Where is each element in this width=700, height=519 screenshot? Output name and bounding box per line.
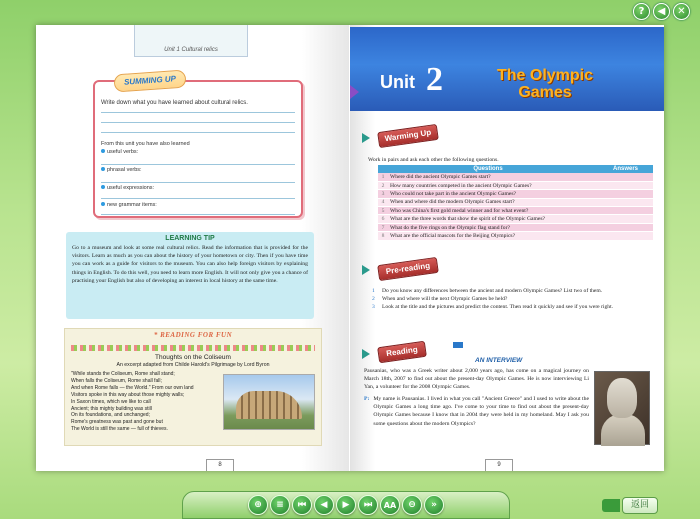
table-row: 1 Where did the ancient Olympic Games start? (378, 173, 653, 181)
warming-up-intro: Work in pairs and ask each other the following questions. (368, 157, 499, 163)
back-button[interactable]: 返回 (622, 497, 658, 514)
first-page-icon[interactable]: ⏮ (292, 495, 312, 515)
write-line[interactable] (101, 198, 295, 199)
warming-up-title: Warming Up (377, 124, 439, 148)
table-row: 6 What are the three words that show the spirit of the Olympic Games? (378, 215, 653, 223)
learning-tip-box (66, 232, 314, 319)
poem-line: And when Rome falls — the World." From our own land (71, 384, 194, 391)
learned-item: useful verbs: (101, 149, 138, 155)
learned-item: phrasal verbs: (101, 167, 142, 173)
summing-up-title: SUMMING UP (113, 70, 186, 93)
write-line[interactable] (101, 122, 295, 123)
flower-border (71, 345, 315, 351)
poem-line: In Saxon times, which we like to call (71, 398, 151, 405)
contents-icon[interactable]: ≡ (270, 495, 290, 515)
prev-page-icon[interactable]: ◀ (314, 495, 334, 515)
question-text: What are the official mascots for the Beijing Olympics? (388, 232, 598, 240)
answer-cell[interactable] (598, 207, 653, 215)
question-text: Where did the ancient Olympic Games start? (388, 173, 598, 181)
poem-line: Visitors spoke in this way about those mighty walls; (71, 391, 185, 398)
questions-table (378, 165, 653, 241)
list-item: 3 Look at the title and the pictures and predict the content. Then read it quickly and see if you were right. (372, 304, 614, 310)
write-line[interactable] (101, 164, 295, 165)
table-row: 7 What do the five rings on the Olympic flag stand for? (378, 223, 653, 231)
section-arrow-icon (362, 349, 370, 359)
top-toolbar (633, 3, 690, 20)
section-arrow-icon (362, 265, 370, 275)
col-questions: Questions (378, 165, 598, 173)
font-size-icon[interactable]: AA (380, 495, 400, 515)
page-number-right: 9 (485, 459, 513, 471)
answer-cell[interactable] (598, 215, 653, 223)
pre-reading-list (372, 287, 652, 311)
question-text: Who could not take part in the ancient Olympic Games? (388, 190, 598, 198)
bottom-toolbar (182, 491, 510, 519)
answer-cell[interactable] (598, 181, 653, 189)
table-row: 8 What are the official mascots for the Beijing Olympics? (378, 232, 653, 240)
reading-for-fun-title: * READING FOR FUN (153, 331, 233, 339)
play-icon[interactable]: ▶ (336, 495, 356, 515)
reading-heading: AN INTERVIEW (475, 357, 523, 364)
reading-text (364, 367, 589, 428)
zoom-out-icon[interactable]: ⊖ (402, 495, 422, 515)
answer-cell[interactable] (598, 198, 653, 206)
poem-line: "While stands the Coliseum, Rome shall stand; (71, 371, 175, 377)
right-page (350, 25, 664, 471)
unit-label: Unit (380, 72, 415, 92)
poem-title: Thoughts on the Coliseum (155, 354, 231, 361)
poem-line: When falls the Coliseum, Rome shall fall; (71, 377, 162, 384)
summing-up-box (93, 74, 303, 218)
unit-banner (350, 27, 664, 111)
table-row: 5 Who was China's first gold medal winner and for what event? (378, 207, 653, 215)
poem-text (71, 371, 221, 433)
learned-intro: From this unit you have also learned (101, 141, 190, 147)
reading-dialogue (364, 395, 589, 427)
table-row: 4 When and where did the modern Olympic Games start? (378, 198, 653, 206)
image-caption: Unit 1 Cultural relics (164, 47, 218, 53)
learning-tip-body: Go to a museum and look at some real cultural relics. Read the information that is provided for the visitors. Learn as much as you can about the history of your hometown or city. Then if you have time you can work as a guide for visitors to the museum. You can also help foreign visitors by explaining things in English. To do this well, you need to learn more English. It will not only give you a chance of practising your English but also of developing an interest in local history at the same time. (72, 245, 308, 284)
list-item: 2 When and where will the next Olympic Games be held? (372, 296, 508, 302)
summing-up-prompt: Write down what you have learned about cultural relics. (101, 100, 248, 106)
reading-for-fun-box (64, 328, 322, 446)
question-text: How many countries competed in the ancient Olympic Games? (388, 181, 598, 189)
reading-paragraph: My name is Pausanias. I lived in what you call "Ancient Greece" and I used to write about the Olympic Games a long time ago. I've come to your time to find out about the present-day Olympic Games because I know that in 2004 they were held in my homeland. May I ask you some questions about the modern Olympics? (373, 396, 589, 427)
poem-subtitle: An excerpt adapted from Childe Harold's Pilgrimage by Lord Byron (116, 362, 270, 368)
answer-cell[interactable] (598, 223, 653, 231)
table-row: 3 Who could not take part in the ancient Olympic Games? (378, 190, 653, 198)
poem-line: On its foundations, and unchanged; (71, 412, 150, 419)
back-tab (602, 499, 620, 512)
banner-arrow (350, 85, 359, 99)
forward-icon[interactable]: » (424, 495, 444, 515)
write-line[interactable] (101, 214, 295, 215)
question-text: Who was China's first gold medal winner and for what event? (388, 207, 598, 215)
poem-line: Rome's greatness was past and gone but (71, 419, 163, 426)
table-row: 2 How many countries competed in the ancient Olympic Games? (378, 181, 653, 189)
unit-number: 2 (426, 61, 443, 98)
help-icon[interactable]: ? (633, 3, 650, 20)
question-text: When and where did the modern Olympic Games start? (388, 198, 598, 206)
answer-cell[interactable] (598, 232, 653, 240)
close-icon[interactable]: ✕ (673, 3, 690, 20)
question-text: What do the five rings on the Olympic flag stand for? (388, 223, 598, 231)
audio-icon[interactable] (452, 341, 464, 349)
write-line[interactable] (101, 132, 295, 133)
answer-cell[interactable] (598, 190, 653, 198)
section-arrow-icon (362, 133, 370, 143)
learned-item: useful expressions: (101, 185, 154, 191)
zoom-in-icon[interactable]: ⊕ (248, 495, 268, 515)
col-answers: Answers (598, 165, 653, 173)
question-text: What are the three words that show the spirit of the Olympic Games? (388, 215, 598, 223)
reading-paragraph: Pausanias, who was a Greek writer about 2,000 years ago, has come on a magical journey on March 18th, 2007 to find out about the present-day Olympic Games. He is now interviewing Li Yan, a volunteer for the 2008 Olympic Games. (364, 368, 589, 391)
coliseum-image (223, 374, 315, 430)
pre-reading-title: Pre-reading (377, 257, 439, 281)
last-page-icon[interactable]: ⏭ (358, 495, 378, 515)
learned-item: new grammar items: (101, 202, 157, 208)
left-page (36, 25, 349, 471)
relic-image (134, 25, 248, 57)
book (36, 25, 664, 471)
poem-line: Ancient; this mighty building was still (71, 405, 152, 412)
write-line[interactable] (101, 112, 295, 113)
unit-title: The Olympic Games (496, 67, 594, 101)
learning-tip-title: LEARNING TIP (165, 235, 215, 242)
reading-title: Reading (377, 341, 427, 364)
write-line[interactable] (101, 182, 295, 183)
page-number-left: 8 (206, 459, 234, 471)
speaker-label: P: (364, 396, 370, 403)
poem-line: The World is still the same — full of thieves. (71, 426, 168, 433)
pausanias-statue-image (594, 371, 650, 445)
list-item: 1 Do you know any differences between the ancient and modern Olympic Games? List two of them. (372, 288, 603, 294)
answer-cell[interactable] (598, 173, 653, 181)
sound-icon[interactable]: ◀ (653, 3, 670, 20)
